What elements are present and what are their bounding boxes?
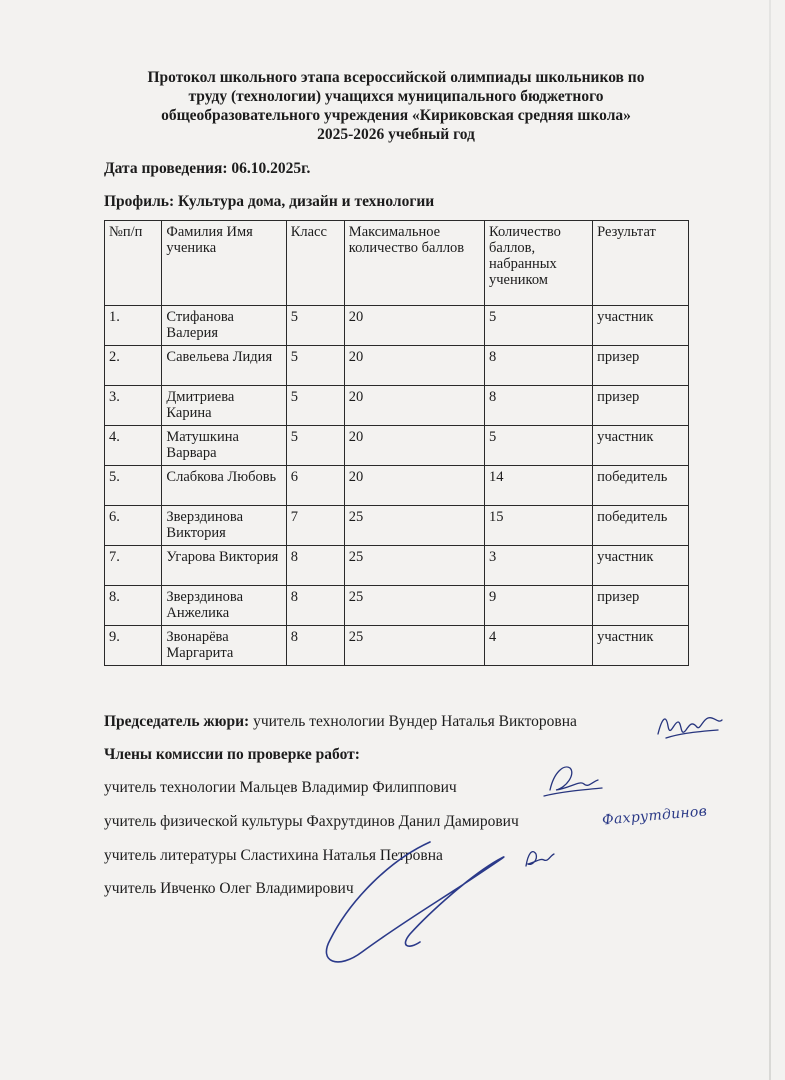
row-number: 2. bbox=[105, 346, 162, 386]
student-result: участник bbox=[593, 426, 689, 466]
student-score: 5 bbox=[485, 306, 593, 346]
student-result: победитель bbox=[593, 466, 689, 506]
profile-label: Профиль: Культура дома, дизайн и технологии bbox=[104, 193, 435, 210]
student-name: Дмитриева Карина bbox=[162, 386, 286, 426]
student-grade: 5 bbox=[286, 386, 344, 426]
student-name: Зверздинова Анжелика bbox=[162, 586, 286, 626]
student-grade: 5 bbox=[286, 346, 344, 386]
header-score: Количество баллов, набранных учеником bbox=[485, 221, 593, 306]
jury-chair-label: Председатель жюри: bbox=[104, 713, 250, 730]
jury-member-4: учитель Ивченко Олег Владимирович bbox=[104, 880, 354, 897]
student-name: Угарова Виктория bbox=[162, 546, 286, 586]
row-number: 5. bbox=[105, 466, 162, 506]
jury-chair-name: учитель технологии Вундер Наталья Викторовна bbox=[253, 713, 577, 730]
signature-fakhrutdinov: Фахрутдинов bbox=[601, 803, 708, 829]
header-max-score: Максимальное количество баллов bbox=[344, 221, 484, 306]
student-grade: 8 bbox=[286, 626, 344, 666]
header-number: №п/п bbox=[105, 221, 162, 306]
student-result: участник bbox=[593, 626, 689, 666]
jury-member-2: учитель физической культуры Фахрутдинов Данил Дамирович bbox=[104, 813, 519, 830]
student-score: 8 bbox=[485, 386, 593, 426]
max-score: 20 bbox=[344, 386, 484, 426]
student-grade: 7 bbox=[286, 506, 344, 546]
row-number: 6. bbox=[105, 506, 162, 546]
student-result: призер bbox=[593, 586, 689, 626]
jury-member-1: учитель технологии Мальцев Владимир Филиппович bbox=[104, 779, 457, 796]
student-name: Стифанова Валерия bbox=[162, 306, 286, 346]
row-number: 3. bbox=[105, 386, 162, 426]
student-score: 15 bbox=[485, 506, 593, 546]
student-name: Савельева Лидия bbox=[162, 346, 286, 386]
max-score: 25 bbox=[344, 626, 484, 666]
student-grade: 8 bbox=[286, 586, 344, 626]
title-line-2: труду (технологии) учащихся муниципального бюджетного bbox=[188, 88, 604, 105]
max-score: 25 bbox=[344, 586, 484, 626]
student-name: Слабкова Любовь bbox=[162, 466, 286, 506]
student-score: 3 bbox=[485, 546, 593, 586]
header-name: Фамилия Имя ученика bbox=[162, 221, 286, 306]
student-grade: 6 bbox=[286, 466, 344, 506]
student-result: участник bbox=[593, 306, 689, 346]
student-name: Зверздинова Виктория bbox=[162, 506, 286, 546]
row-number: 8. bbox=[105, 586, 162, 626]
student-result: призер bbox=[593, 346, 689, 386]
student-grade: 5 bbox=[286, 426, 344, 466]
student-score: 14 bbox=[485, 466, 593, 506]
student-grade: 5 bbox=[286, 306, 344, 346]
max-score: 20 bbox=[344, 466, 484, 506]
max-score: 25 bbox=[344, 546, 484, 586]
jury-members-label: Члены комиссии по проверке работ: bbox=[104, 746, 360, 763]
title-line-4: 2025-2026 учебный год bbox=[317, 126, 475, 143]
max-score: 20 bbox=[344, 306, 484, 346]
student-name: Звонарёва Маргарита bbox=[162, 626, 286, 666]
max-score: 20 bbox=[344, 346, 484, 386]
student-result: участник bbox=[593, 546, 689, 586]
header-result: Результат bbox=[593, 221, 689, 306]
student-score: 8 bbox=[485, 346, 593, 386]
student-result: победитель bbox=[593, 506, 689, 546]
student-grade: 8 bbox=[286, 546, 344, 586]
header-grade: Класс bbox=[286, 221, 344, 306]
jury-member-3: учитель литературы Сластихина Наталья Петровна bbox=[104, 847, 443, 864]
title-line-1: Протокол школьного этапа всероссийской олимпиады школьников по bbox=[147, 69, 645, 86]
row-number: 7. bbox=[105, 546, 162, 586]
event-date: Дата проведения: 06.10.2025г. bbox=[104, 160, 311, 177]
max-score: 25 bbox=[344, 506, 484, 546]
row-number: 1. bbox=[105, 306, 162, 346]
row-number: 9. bbox=[105, 626, 162, 666]
student-name: Матушкина Варвара bbox=[162, 426, 286, 466]
student-score: 9 bbox=[485, 586, 593, 626]
student-score: 4 bbox=[485, 626, 593, 666]
title-line-3: общеобразовательного учреждения «Кириковская средняя школа» bbox=[161, 107, 631, 124]
row-number: 4. bbox=[105, 426, 162, 466]
student-score: 5 bbox=[485, 426, 593, 466]
max-score: 20 bbox=[344, 426, 484, 466]
student-result: призер bbox=[593, 386, 689, 426]
